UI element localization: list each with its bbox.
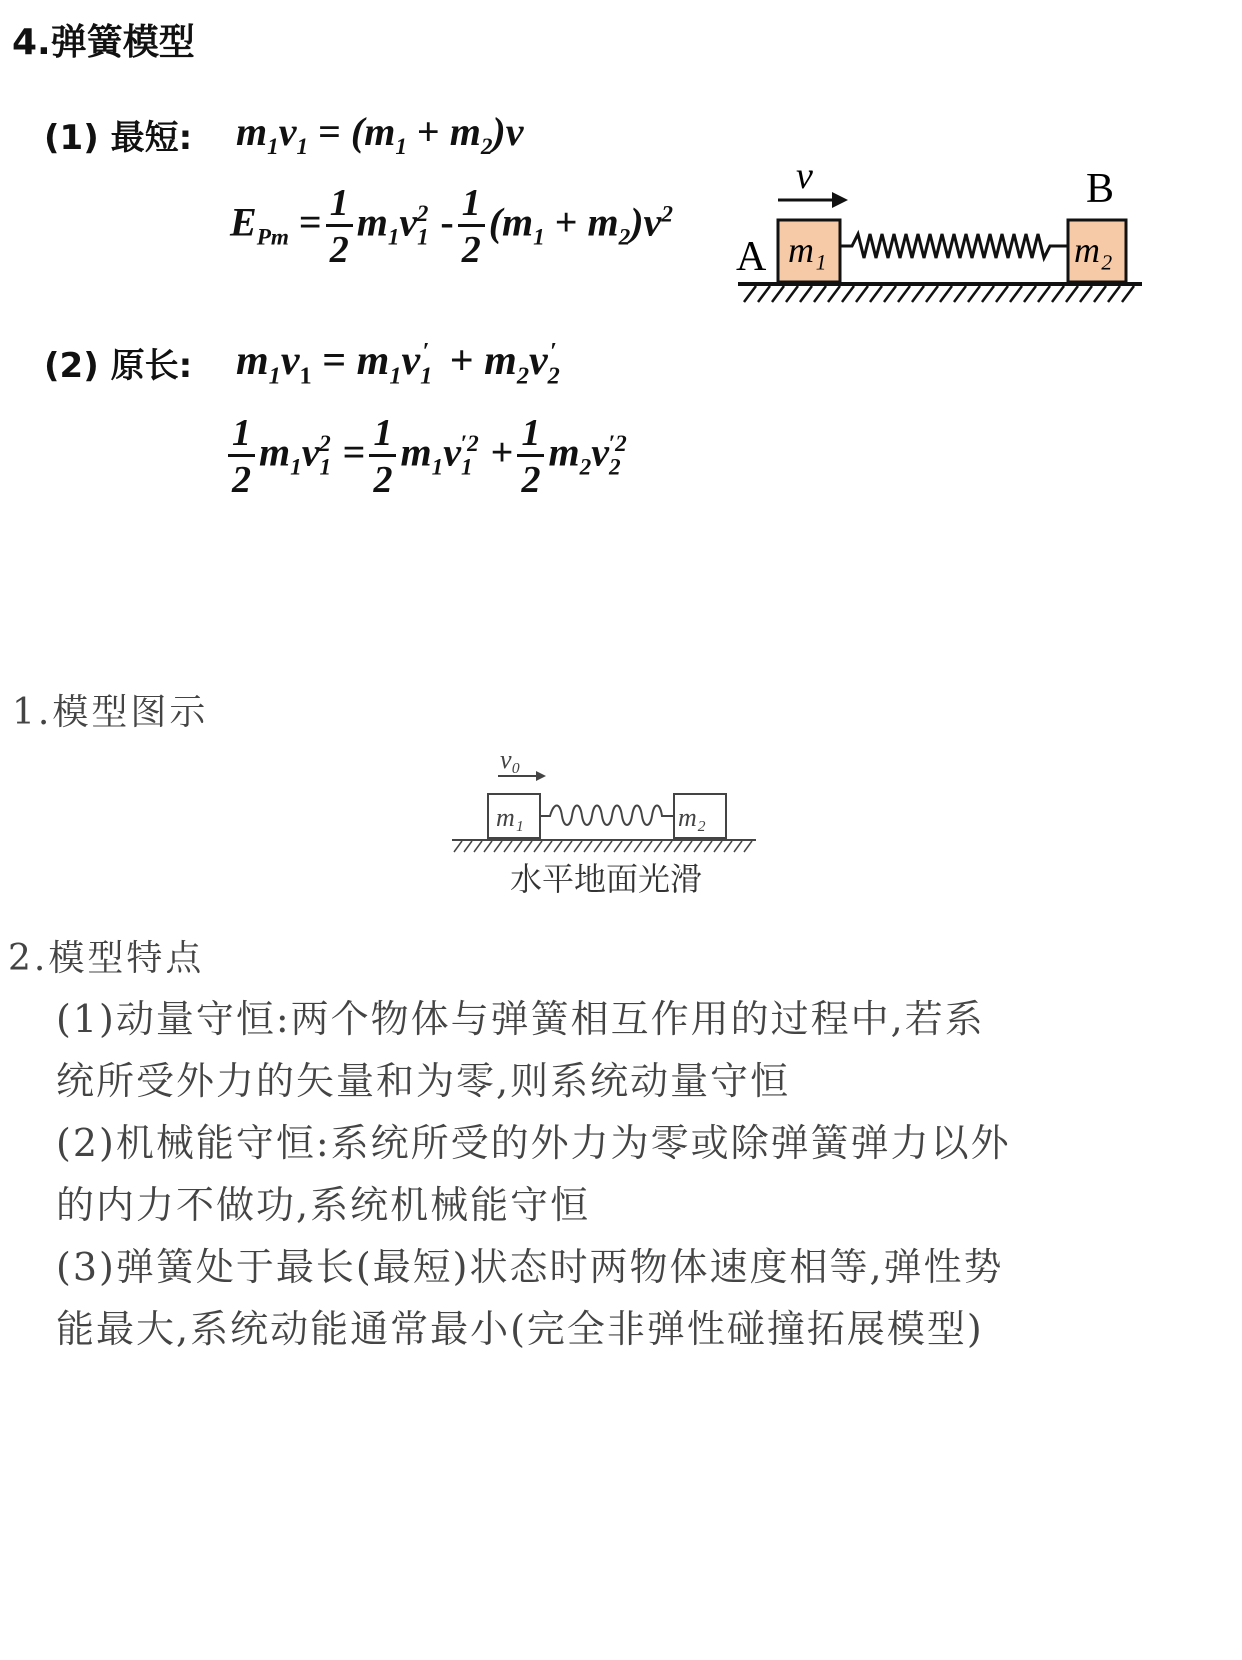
diagram-caption: 水平地面光滑	[509, 860, 703, 898]
velocity-label-v0: v₀	[500, 745, 521, 774]
velocity-label: v	[796, 158, 813, 197]
feature-line-2: 统所受外力的矢量和为零,则系统动量守恒	[56, 1059, 791, 1103]
scan-heading-1: 1.模型图示	[12, 692, 209, 733]
block-m2-label: m₂	[1074, 230, 1113, 270]
label-a: A	[736, 234, 767, 280]
section-title: 4.弹簧模型	[12, 22, 195, 63]
spring	[840, 234, 1068, 258]
part2-eq2: $\frac{1}{2}$ $m_1v_1^2$ = $\frac{1}{2}$ $m_1v_1^{'2}$ + $\frac{1}{2}$ $m_2v_2^{'2}$	[228, 414, 639, 499]
feature-line-1: (1)动量守恒:两个物体与弹簧相互作用的过程中,若系	[56, 997, 985, 1041]
block-m2-scanned-label: m₂	[678, 803, 706, 832]
velocity-arrowhead	[832, 192, 848, 208]
scan-heading-2: 2.模型特点	[8, 938, 205, 979]
feature-line-4: 的内力不做功,系统机械能守恒	[56, 1183, 591, 1227]
part1-label: (1) 最短:	[44, 118, 193, 158]
part1-eq2: $E_{Pm}$ = $\frac{1}{2}$ $m_1v_1^2$ - $\frac{1}{2}$ $(m_1 + m_2)v^2$	[230, 182, 673, 271]
feature-line-3: (2)机械能守恒:系统所受的外力为零或除弹簧弹力以外	[56, 1121, 1011, 1165]
part2-eq1: $m_1v_1 = m_1v_1' + m_2v_2'$	[236, 338, 560, 390]
spring-scanned	[540, 806, 674, 826]
label-b: B	[1086, 166, 1115, 212]
ground-hatching	[744, 286, 1134, 302]
part2-label: (2) 原长:	[44, 346, 193, 386]
block-m1-scanned-label: m₁	[496, 803, 524, 832]
block-m1-label: m₁	[788, 230, 827, 270]
spring-diagram-scanned	[446, 744, 766, 904]
feature-line-5: (3)弹簧处于最长(最短)状态时两物体速度相等,弹性势	[56, 1245, 1004, 1289]
ground-hatching-scanned	[454, 841, 752, 852]
part1-eq1: $m_1v_1 = (m_1 + m_2)v$	[236, 109, 524, 160]
velocity-arrowhead-v0	[536, 771, 546, 781]
spring-diagram-colored	[734, 158, 1154, 318]
feature-line-6: 能最大,系统动能通常最小(完全非弹性碰撞拓展模型)	[56, 1307, 984, 1351]
